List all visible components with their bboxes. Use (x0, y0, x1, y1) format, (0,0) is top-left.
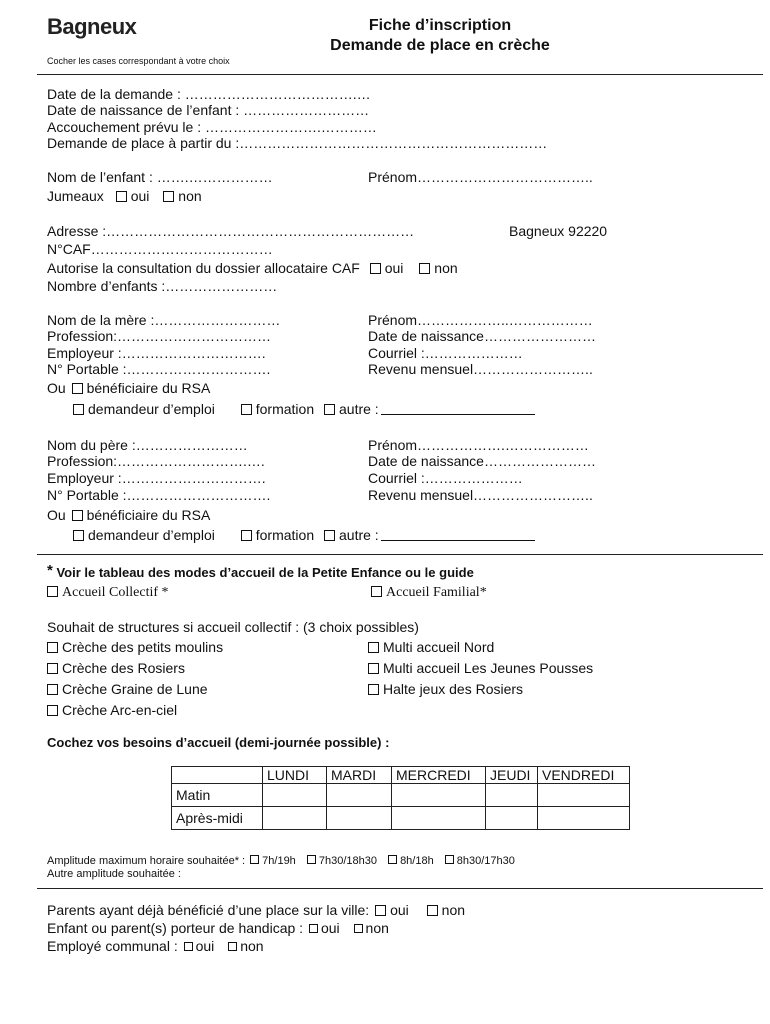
ville-text: Bagneux 92220 (509, 223, 608, 239)
instruction-text: Cocher les cases correspondant à votre choix (47, 56, 230, 66)
day-header: LUNDI (263, 767, 327, 784)
mere-rsa-label: bénéficiaire du RSA (86, 380, 211, 396)
divider (37, 888, 763, 889)
structure-checkbox[interactable] (47, 684, 58, 695)
accueil-familial-label: Accueil Familial* (386, 585, 487, 600)
pere-formation-checkbox[interactable] (241, 530, 252, 541)
schedule-cell[interactable] (392, 784, 486, 807)
courriel-mere-field[interactable]: Courriel :………………… (368, 345, 523, 361)
prenom-pere-field[interactable]: Prénom……………….……………… (368, 437, 589, 453)
day-header: VENDREDI (538, 767, 630, 784)
employe-non-label: non (240, 938, 264, 954)
pere-formation-label: formation (255, 527, 315, 543)
mere-formation-label: formation (255, 401, 315, 417)
profession-pere-field[interactable]: Profession:……………………….…. (47, 453, 265, 469)
schedule-cell[interactable] (392, 807, 486, 830)
handicap-label: Enfant ou parent(s) porteur de handicap : (47, 920, 304, 936)
structure-option (47, 660, 185, 677)
structure-checkbox[interactable] (368, 663, 379, 674)
pere-rsa-row (47, 507, 210, 524)
pere-rsa-label: bénéficiaire du RSA (86, 507, 211, 523)
amplitude-option: 8h30/17h30 (456, 855, 515, 867)
accouchement-field[interactable]: Accouchement prévu le : …………………….………… (47, 119, 377, 135)
amplitude-checkbox[interactable] (250, 855, 259, 864)
structure-label: Crèche des petits moulins (62, 639, 224, 655)
amplitude-option: 8h/18h (400, 855, 434, 867)
mere-situation-row (71, 401, 535, 418)
nombre-enfants-field[interactable]: Nombre d’enfants :…………………… (47, 278, 278, 294)
structure-option (47, 702, 177, 719)
caf-oui-checkbox[interactable] (370, 263, 381, 274)
nom-enfant-field[interactable]: Nom de l’enfant : …….……………… (47, 169, 273, 185)
parents-non-checkbox[interactable] (427, 905, 438, 916)
handicap-row (47, 920, 389, 937)
mere-demandeur-label: demandeur d’emploi (88, 401, 215, 417)
divider (37, 554, 763, 555)
parents-oui-label: oui (390, 902, 409, 918)
structure-checkbox[interactable] (368, 684, 379, 695)
schedule-cell[interactable] (263, 784, 327, 807)
date-demande-field[interactable]: Date de la demande : ……………………………….… (47, 86, 371, 102)
amplitude-checkbox[interactable] (307, 855, 316, 864)
accueil-familial-row (371, 585, 487, 602)
structure-checkbox[interactable] (47, 642, 58, 653)
caf-autorisation-label: Autorise la consultation du dossier allocataire CAF (47, 260, 360, 276)
divider (37, 74, 763, 75)
employe-non-checkbox[interactable] (228, 942, 237, 951)
jumeaux-row (47, 188, 202, 205)
pere-demandeur-label: demandeur d’emploi (88, 527, 215, 543)
accueil-collectif-label: Accueil Collectif * (62, 585, 169, 600)
portable-pere-field[interactable]: N° Portable :…………………………. (47, 487, 271, 503)
jumeaux-oui-label: oui (130, 188, 150, 204)
voir-guide-text: Voir le tableau des modes d’accueil de la Petite Enfance ou le guide (56, 565, 474, 580)
table-row (172, 784, 630, 807)
table-row (172, 807, 630, 830)
handicap-non-checkbox[interactable] (354, 924, 363, 933)
caf-non-checkbox[interactable] (419, 263, 430, 274)
a-partir-du-field[interactable]: Demande de place à partir du :………………………………………………………… (47, 135, 548, 151)
structure-option (368, 639, 494, 656)
employe-communal-label: Employé communal : (47, 938, 178, 954)
portable-mere-field[interactable]: N° Portable :…………………………. (47, 361, 271, 377)
parents-non-label: non (441, 902, 466, 918)
mere-autre-label: autre : (339, 401, 379, 417)
employe-oui-label: oui (195, 938, 215, 954)
structure-label: Crèche des Rosiers (62, 660, 185, 676)
day-header: JEUDI (486, 767, 538, 784)
schedule-cell[interactable] (486, 807, 538, 830)
caf-non-label: non (434, 260, 458, 276)
pere-autre-label: autre : (339, 527, 379, 543)
pere-autre-input[interactable] (381, 539, 535, 541)
handicap-non-label: non (365, 920, 389, 936)
schedule-cell[interactable] (486, 784, 538, 807)
structure-option (47, 639, 223, 656)
logo: Bagneux (47, 14, 137, 39)
caf-field[interactable]: N°CAF………………………………… (47, 241, 273, 257)
schedule-cell[interactable] (263, 807, 327, 830)
structure-option (47, 681, 208, 698)
structure-checkbox[interactable] (368, 642, 379, 653)
pere-situation-row (71, 527, 535, 544)
accueil-collectif-row (47, 585, 169, 602)
schedule-cell[interactable] (538, 784, 630, 807)
amplitude-option: 7h30/18h30 (318, 855, 377, 867)
star-mark: * (47, 562, 53, 579)
jumeaux-non-label: non (178, 188, 202, 204)
naissance-mere-field[interactable]: Date de naissance…………………… (368, 328, 596, 344)
autre-amplitude-field[interactable]: Autre amplitude souhaitée : (47, 868, 181, 880)
amplitude-label: Amplitude maximum horaire souhaitée* : (47, 855, 246, 867)
row-label: Matin (172, 784, 263, 807)
nom-pere-field[interactable]: Nom du père :…………………… (47, 437, 248, 453)
pere-demandeur-checkbox[interactable] (73, 530, 84, 541)
amplitude-checkbox[interactable] (445, 855, 454, 864)
handicap-oui-label: oui (320, 920, 340, 936)
parents-place-row (47, 902, 465, 919)
table-header-row (172, 767, 630, 784)
row-label: Après-midi (172, 807, 263, 830)
revenu-pere-field[interactable]: Revenu mensuel…………………….. (368, 487, 593, 503)
nom-mere-field[interactable]: Nom de la mère :……………………… (47, 312, 281, 328)
mere-formation-checkbox[interactable] (241, 404, 252, 415)
structure-checkbox[interactable] (47, 705, 58, 716)
souhait-structures-label: Souhait de structures si accueil collectif : (3 choix possibles) (47, 619, 419, 635)
date-naissance-field[interactable]: Date de naissance de l’enfant : ……………………… (47, 102, 370, 118)
structure-option (368, 681, 523, 698)
structure-label: Crèche Arc-en-ciel (62, 702, 178, 718)
employeur-pere-field[interactable]: Employeur :…………………………. (47, 470, 266, 486)
handicap-oui-checkbox[interactable] (309, 924, 318, 933)
structure-label: Multi accueil Les Jeunes Pousses (383, 660, 594, 676)
employe-oui-checkbox[interactable] (184, 942, 193, 951)
amplitude-checkbox[interactable] (388, 855, 397, 864)
prenom-mere-field[interactable]: Prénom………………..……………… (368, 312, 593, 328)
structure-option (368, 660, 593, 677)
profession-mere-field[interactable]: Profession:…………………………… (47, 328, 272, 344)
prenom-enfant-field[interactable]: Prénom……………………………….. (368, 169, 593, 185)
mere-rsa-row (47, 380, 210, 397)
form-subtitle: Demande de place en crèche (330, 37, 550, 54)
day-header: MERCREDI (392, 767, 486, 784)
mere-autre-input[interactable] (381, 413, 535, 415)
amplitude-option: 7h/19h (262, 855, 296, 867)
day-header: MARDI (327, 767, 392, 784)
voir-guide-note (47, 563, 474, 582)
parents-oui-checkbox[interactable] (375, 905, 386, 916)
adresse-field[interactable]: Adresse :………………………………………………………… (47, 223, 415, 239)
structure-label: Crèche Graine de Lune (62, 681, 208, 697)
parents-place-label: Parents ayant déjà bénéficié d’une place sur la ville: (47, 902, 370, 918)
employe-communal-row (47, 938, 264, 955)
mere-rsa-checkbox[interactable] (72, 383, 83, 394)
schedule-cell[interactable] (327, 807, 392, 830)
besoins-table (171, 766, 630, 830)
employeur-mere-field[interactable]: Employeur :…………………………. (47, 345, 266, 361)
caf-oui-label: oui (384, 260, 404, 276)
jumeaux-non-checkbox[interactable] (163, 191, 174, 202)
naissance-pere-field[interactable]: Date de naissance…………………… (368, 453, 596, 469)
schedule-cell[interactable] (327, 784, 392, 807)
form-title: Fiche d’inscription (368, 17, 512, 34)
table-corner-cell (172, 767, 263, 784)
structure-label: Multi accueil Nord (383, 639, 495, 655)
pere-ou-label: Ou (47, 507, 66, 523)
revenu-mere-field[interactable]: Revenu mensuel…………………….. (368, 361, 593, 377)
pere-rsa-checkbox[interactable] (72, 510, 83, 521)
mere-ou-label: Ou (47, 380, 66, 396)
caf-autorisation-row (47, 260, 458, 277)
mere-demandeur-checkbox[interactable] (73, 404, 84, 415)
jumeaux-label: Jumeaux (47, 188, 104, 204)
schedule-cell[interactable] (538, 807, 630, 830)
pere-autre-checkbox[interactable] (324, 530, 335, 541)
accueil-collectif-checkbox[interactable] (47, 586, 58, 597)
courriel-pere-field[interactable]: Courriel :………………… (368, 470, 523, 486)
besoins-title: Cochez vos besoins d’accueil (demi-journée possible) : (47, 735, 390, 750)
mere-autre-checkbox[interactable] (324, 404, 335, 415)
accueil-familial-checkbox[interactable] (371, 586, 382, 597)
structure-label: Halte jeux des Rosiers (383, 681, 524, 697)
structure-checkbox[interactable] (47, 663, 58, 674)
jumeaux-oui-checkbox[interactable] (116, 191, 127, 202)
